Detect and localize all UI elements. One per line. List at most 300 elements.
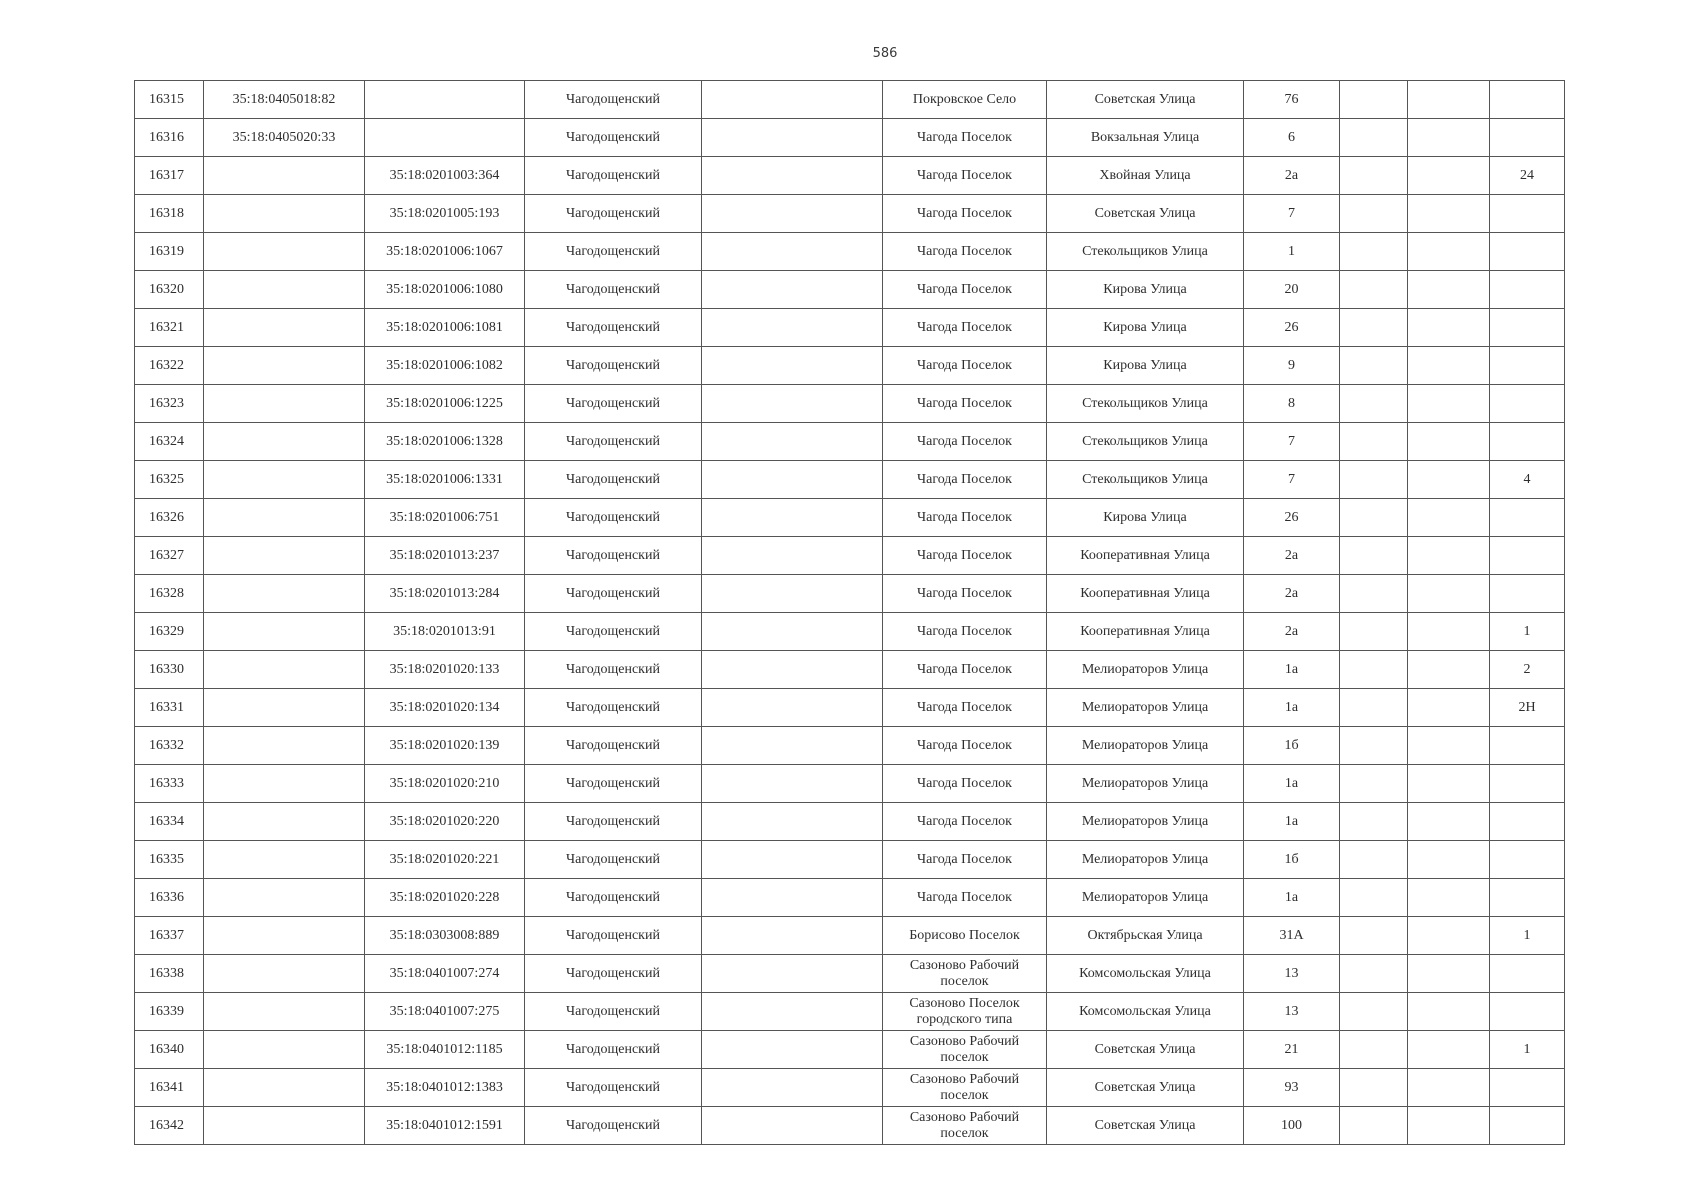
- page-number: 586: [872, 46, 898, 61]
- registry-body: [135, 81, 1565, 1145]
- cell-building-cadastral: 35:18:0201006:1331: [365, 461, 525, 499]
- cell-street: Октябрьская Улица: [1047, 917, 1244, 955]
- cell-apartment: 2Н: [1490, 689, 1565, 727]
- cell-street: Хвойная Улица: [1047, 157, 1244, 195]
- cell-municipality: [702, 385, 883, 423]
- cell-record-number: 16317: [135, 157, 204, 195]
- cell-cadastral-number: [204, 613, 365, 651]
- cell-house-number: 7: [1244, 195, 1340, 233]
- cell-structure: [1408, 461, 1490, 499]
- cell-structure: [1408, 993, 1490, 1031]
- table-row: [135, 537, 1565, 575]
- cell-settlement: Чагода Поселок: [883, 309, 1047, 347]
- cell-structure: [1408, 803, 1490, 841]
- cell-structure: [1408, 499, 1490, 537]
- cell-street: Мелиораторов Улица: [1047, 727, 1244, 765]
- cell-cadastral-number: [204, 461, 365, 499]
- cell-apartment: [1490, 499, 1565, 537]
- cell-district: Чагодощенский: [525, 955, 702, 993]
- cell-settlement: Чагода Поселок: [883, 575, 1047, 613]
- cell-district: Чагодощенский: [525, 461, 702, 499]
- cell-structure: [1408, 385, 1490, 423]
- cell-structure: [1408, 575, 1490, 613]
- cell-house-number: 21: [1244, 1031, 1340, 1069]
- cell-structure: [1408, 309, 1490, 347]
- cell-house-number: 2а: [1244, 613, 1340, 651]
- table-row: [135, 271, 1565, 309]
- cell-municipality: [702, 879, 883, 917]
- cell-street: Кооперативная Улица: [1047, 613, 1244, 651]
- cell-street: Кирова Улица: [1047, 347, 1244, 385]
- cell-cadastral-number: [204, 575, 365, 613]
- cell-building-cadastral: 35:18:0201005:193: [365, 195, 525, 233]
- table-row: [135, 81, 1565, 119]
- cell-municipality: [702, 955, 883, 993]
- cell-apartment: 2: [1490, 651, 1565, 689]
- cell-building-cadastral: 35:18:0201006:1328: [365, 423, 525, 461]
- cell-district: Чагодощенский: [525, 613, 702, 651]
- cell-building-cadastral: 35:18:0401012:1383: [365, 1069, 525, 1107]
- cell-building: [1340, 613, 1408, 651]
- cell-district: Чагодощенский: [525, 917, 702, 955]
- cell-record-number: 16319: [135, 233, 204, 271]
- cell-district: Чагодощенский: [525, 499, 702, 537]
- cell-building: [1340, 575, 1408, 613]
- cell-structure: [1408, 955, 1490, 993]
- cell-settlement: Чагода Поселок: [883, 803, 1047, 841]
- cell-district: Чагодощенский: [525, 81, 702, 119]
- cell-settlement: Чагода Поселок: [883, 841, 1047, 879]
- cell-house-number: 2а: [1244, 537, 1340, 575]
- cell-cadastral-number: [204, 309, 365, 347]
- table-row: [135, 993, 1565, 1031]
- cell-building: [1340, 271, 1408, 309]
- cell-building: [1340, 233, 1408, 271]
- table-row: [135, 309, 1565, 347]
- cell-record-number: 16329: [135, 613, 204, 651]
- cell-record-number: 16338: [135, 955, 204, 993]
- cell-settlement: Сазоново Рабочий поселок: [883, 955, 1047, 993]
- cell-district: Чагодощенский: [525, 803, 702, 841]
- cell-district: Чагодощенский: [525, 689, 702, 727]
- cell-building: [1340, 993, 1408, 1031]
- cell-structure: [1408, 195, 1490, 233]
- cell-structure: [1408, 119, 1490, 157]
- cell-building: [1340, 385, 1408, 423]
- table-row: [135, 879, 1565, 917]
- cell-street: Кооперативная Улица: [1047, 537, 1244, 575]
- table-row: [135, 195, 1565, 233]
- cell-cadastral-number: [204, 879, 365, 917]
- cell-settlement: Чагода Поселок: [883, 765, 1047, 803]
- cell-cadastral-number: [204, 271, 365, 309]
- cell-apartment: 1: [1490, 613, 1565, 651]
- cell-building: [1340, 195, 1408, 233]
- cell-building: [1340, 461, 1408, 499]
- cell-settlement: Чагода Поселок: [883, 195, 1047, 233]
- cell-district: Чагодощенский: [525, 651, 702, 689]
- cell-street: Мелиораторов Улица: [1047, 803, 1244, 841]
- cell-settlement: Чагода Поселок: [883, 157, 1047, 195]
- cell-building: [1340, 765, 1408, 803]
- cell-municipality: [702, 917, 883, 955]
- cell-house-number: 100: [1244, 1107, 1340, 1145]
- cell-district: Чагодощенский: [525, 537, 702, 575]
- cell-apartment: [1490, 233, 1565, 271]
- cell-apartment: [1490, 575, 1565, 613]
- cell-district: Чагодощенский: [525, 385, 702, 423]
- cell-apartment: [1490, 955, 1565, 993]
- cell-settlement: Чагода Поселок: [883, 233, 1047, 271]
- cell-apartment: [1490, 841, 1565, 879]
- cell-cadastral-number: [204, 1069, 365, 1107]
- table-row: [135, 765, 1565, 803]
- cell-apartment: [1490, 1069, 1565, 1107]
- cell-settlement: Чагода Поселок: [883, 651, 1047, 689]
- cell-apartment: [1490, 309, 1565, 347]
- cell-structure: [1408, 157, 1490, 195]
- cell-record-number: 16333: [135, 765, 204, 803]
- cell-settlement: Чагода Поселок: [883, 499, 1047, 537]
- cell-apartment: [1490, 385, 1565, 423]
- table-row: [135, 1069, 1565, 1107]
- cell-district: Чагодощенский: [525, 879, 702, 917]
- cell-municipality: [702, 993, 883, 1031]
- cell-street: Кооперативная Улица: [1047, 575, 1244, 613]
- cell-house-number: 1а: [1244, 765, 1340, 803]
- cell-building-cadastral: 35:18:0401007:275: [365, 993, 525, 1031]
- cell-house-number: 1а: [1244, 879, 1340, 917]
- cell-cadastral-number: [204, 423, 365, 461]
- cell-house-number: 1: [1244, 233, 1340, 271]
- cell-settlement: Чагода Поселок: [883, 727, 1047, 765]
- cell-settlement: Чагода Поселок: [883, 385, 1047, 423]
- cell-street: Мелиораторов Улица: [1047, 765, 1244, 803]
- cell-building-cadastral: 35:18:0201020:228: [365, 879, 525, 917]
- cell-municipality: [702, 803, 883, 841]
- cell-settlement: Чагода Поселок: [883, 423, 1047, 461]
- cell-street: Вокзальная Улица: [1047, 119, 1244, 157]
- table-row: [135, 157, 1565, 195]
- cell-structure: [1408, 347, 1490, 385]
- cell-building: [1340, 803, 1408, 841]
- cell-apartment: [1490, 803, 1565, 841]
- cell-record-number: 16339: [135, 993, 204, 1031]
- cell-apartment: 24: [1490, 157, 1565, 195]
- cell-house-number: 2а: [1244, 575, 1340, 613]
- cell-street: Кирова Улица: [1047, 309, 1244, 347]
- cell-structure: [1408, 879, 1490, 917]
- cell-district: Чагодощенский: [525, 575, 702, 613]
- cell-settlement: Чагода Поселок: [883, 119, 1047, 157]
- cell-settlement: Чагода Поселок: [883, 347, 1047, 385]
- cell-record-number: 16320: [135, 271, 204, 309]
- cell-building-cadastral: 35:18:0201006:751: [365, 499, 525, 537]
- cell-municipality: [702, 119, 883, 157]
- cell-house-number: 26: [1244, 309, 1340, 347]
- cell-building-cadastral: 35:18:0201020:220: [365, 803, 525, 841]
- cell-record-number: 16337: [135, 917, 204, 955]
- cell-building: [1340, 423, 1408, 461]
- cell-record-number: 16340: [135, 1031, 204, 1069]
- cell-house-number: 1а: [1244, 689, 1340, 727]
- table-row: [135, 385, 1565, 423]
- table-row: [135, 803, 1565, 841]
- cell-street: Советская Улица: [1047, 1107, 1244, 1145]
- cell-structure: [1408, 81, 1490, 119]
- cell-building-cadastral: 35:18:0201006:1067: [365, 233, 525, 271]
- cell-municipality: [702, 841, 883, 879]
- table-row: [135, 423, 1565, 461]
- cell-municipality: [702, 1069, 883, 1107]
- cell-building-cadastral: 35:18:0201006:1080: [365, 271, 525, 309]
- cell-record-number: 16332: [135, 727, 204, 765]
- cell-street: Советская Улица: [1047, 81, 1244, 119]
- cell-building-cadastral: 35:18:0201006:1225: [365, 385, 525, 423]
- cell-record-number: 16336: [135, 879, 204, 917]
- cell-building: [1340, 537, 1408, 575]
- cell-municipality: [702, 309, 883, 347]
- cell-street: Мелиораторов Улица: [1047, 841, 1244, 879]
- cell-district: Чагодощенский: [525, 347, 702, 385]
- cell-building: [1340, 955, 1408, 993]
- cell-municipality: [702, 157, 883, 195]
- cell-municipality: [702, 651, 883, 689]
- cell-district: Чагодощенский: [525, 1069, 702, 1107]
- table-row: [135, 347, 1565, 385]
- cell-building-cadastral: 35:18:0201013:237: [365, 537, 525, 575]
- cell-cadastral-number: [204, 765, 365, 803]
- cell-house-number: 13: [1244, 993, 1340, 1031]
- cell-record-number: 16318: [135, 195, 204, 233]
- cell-cadastral-number: [204, 385, 365, 423]
- table-row: [135, 1107, 1565, 1145]
- cell-apartment: [1490, 993, 1565, 1031]
- cell-settlement: Чагода Поселок: [883, 537, 1047, 575]
- cell-building: [1340, 119, 1408, 157]
- cell-house-number: 7: [1244, 461, 1340, 499]
- cell-municipality: [702, 271, 883, 309]
- cell-record-number: 16331: [135, 689, 204, 727]
- cell-district: Чагодощенский: [525, 765, 702, 803]
- cell-cadastral-number: [204, 955, 365, 993]
- cell-house-number: 6: [1244, 119, 1340, 157]
- cell-cadastral-number: [204, 1031, 365, 1069]
- cell-building-cadastral: 35:18:0201013:91: [365, 613, 525, 651]
- cell-record-number: 16315: [135, 81, 204, 119]
- cell-structure: [1408, 651, 1490, 689]
- cell-street: Стекольщиков Улица: [1047, 233, 1244, 271]
- cell-building: [1340, 1107, 1408, 1145]
- cell-record-number: 16335: [135, 841, 204, 879]
- cell-street: Советская Улица: [1047, 1069, 1244, 1107]
- table-row: [135, 917, 1565, 955]
- cell-building-cadastral: 35:18:0401012:1591: [365, 1107, 525, 1145]
- cell-structure: [1408, 271, 1490, 309]
- table-row: [135, 841, 1565, 879]
- cell-building-cadastral: 35:18:0201006:1082: [365, 347, 525, 385]
- cell-building-cadastral: [365, 81, 525, 119]
- cell-settlement: Чагода Поселок: [883, 879, 1047, 917]
- cell-municipality: [702, 1107, 883, 1145]
- table-row: [135, 689, 1565, 727]
- cell-municipality: [702, 765, 883, 803]
- cell-street: Мелиораторов Улица: [1047, 651, 1244, 689]
- cell-record-number: 16325: [135, 461, 204, 499]
- cell-district: Чагодощенский: [525, 727, 702, 765]
- cell-record-number: 16321: [135, 309, 204, 347]
- cell-structure: [1408, 1031, 1490, 1069]
- cell-structure: [1408, 727, 1490, 765]
- cell-apartment: [1490, 195, 1565, 233]
- cell-apartment: 1: [1490, 917, 1565, 955]
- cell-building: [1340, 347, 1408, 385]
- cell-house-number: 1б: [1244, 727, 1340, 765]
- cell-building-cadastral: 35:18:0303008:889: [365, 917, 525, 955]
- cell-cadastral-number: [204, 1107, 365, 1145]
- cell-district: Чагодощенский: [525, 993, 702, 1031]
- cell-building-cadastral: 35:18:0201020:210: [365, 765, 525, 803]
- cell-street: Комсомольская Улица: [1047, 955, 1244, 993]
- cell-district: Чагодощенский: [525, 195, 702, 233]
- cell-municipality: [702, 575, 883, 613]
- cell-house-number: 20: [1244, 271, 1340, 309]
- cell-cadastral-number: [204, 157, 365, 195]
- cell-building: [1340, 81, 1408, 119]
- cell-municipality: [702, 195, 883, 233]
- cell-record-number: 16341: [135, 1069, 204, 1107]
- cell-apartment: [1490, 423, 1565, 461]
- table-row: [135, 1031, 1565, 1069]
- cell-cadastral-number: 35:18:0405018:82: [204, 81, 365, 119]
- cell-house-number: 8: [1244, 385, 1340, 423]
- cell-apartment: [1490, 765, 1565, 803]
- cell-apartment: [1490, 727, 1565, 765]
- cell-settlement: Сазоново Рабочий поселок: [883, 1069, 1047, 1107]
- cell-district: Чагодощенский: [525, 233, 702, 271]
- cell-district: Чагодощенский: [525, 157, 702, 195]
- cell-district: Чагодощенский: [525, 1031, 702, 1069]
- cell-municipality: [702, 461, 883, 499]
- cell-municipality: [702, 233, 883, 271]
- cell-building-cadastral: 35:18:0201013:284: [365, 575, 525, 613]
- cell-building: [1340, 879, 1408, 917]
- cell-settlement: Покровское Село: [883, 81, 1047, 119]
- cell-cadastral-number: [204, 499, 365, 537]
- cell-cadastral-number: [204, 993, 365, 1031]
- cell-street: Мелиораторов Улица: [1047, 879, 1244, 917]
- cell-structure: [1408, 765, 1490, 803]
- cell-street: Стекольщиков Улица: [1047, 385, 1244, 423]
- cell-settlement: Сазоново Рабочий поселок: [883, 1031, 1047, 1069]
- cell-house-number: 9: [1244, 347, 1340, 385]
- cell-municipality: [702, 689, 883, 727]
- cell-cadastral-number: [204, 195, 365, 233]
- cell-house-number: 93: [1244, 1069, 1340, 1107]
- cell-building: [1340, 499, 1408, 537]
- cell-apartment: 4: [1490, 461, 1565, 499]
- cell-building: [1340, 689, 1408, 727]
- cell-structure: [1408, 537, 1490, 575]
- cell-structure: [1408, 689, 1490, 727]
- table-row: [135, 575, 1565, 613]
- table-row: [135, 233, 1565, 271]
- cell-settlement: Сазоново Рабочий поселок: [883, 1107, 1047, 1145]
- cell-structure: [1408, 1069, 1490, 1107]
- cell-cadastral-number: [204, 727, 365, 765]
- cell-district: Чагодощенский: [525, 309, 702, 347]
- cell-district: Чагодощенский: [525, 119, 702, 157]
- cell-street: Советская Улица: [1047, 195, 1244, 233]
- cell-building: [1340, 1069, 1408, 1107]
- cell-municipality: [702, 1031, 883, 1069]
- cell-settlement: Чагода Поселок: [883, 689, 1047, 727]
- cell-cadastral-number: 35:18:0405020:33: [204, 119, 365, 157]
- cell-apartment: [1490, 81, 1565, 119]
- cell-building-cadastral: 35:18:0201020:139: [365, 727, 525, 765]
- cell-street: Комсомольская Улица: [1047, 993, 1244, 1031]
- cell-street: Стекольщиков Улица: [1047, 461, 1244, 499]
- cell-record-number: 16326: [135, 499, 204, 537]
- cell-house-number: 1б: [1244, 841, 1340, 879]
- cell-record-number: 16324: [135, 423, 204, 461]
- cell-district: Чагодощенский: [525, 271, 702, 309]
- cell-building-cadastral: 35:18:0201020:221: [365, 841, 525, 879]
- cell-apartment: [1490, 1107, 1565, 1145]
- cell-record-number: 16322: [135, 347, 204, 385]
- cell-house-number: 7: [1244, 423, 1340, 461]
- cell-apartment: [1490, 879, 1565, 917]
- cell-house-number: 2а: [1244, 157, 1340, 195]
- cell-house-number: 1а: [1244, 803, 1340, 841]
- cell-building: [1340, 157, 1408, 195]
- table-row: [135, 955, 1565, 993]
- cell-structure: [1408, 1107, 1490, 1145]
- cell-municipality: [702, 499, 883, 537]
- cell-district: Чагодощенский: [525, 423, 702, 461]
- cell-municipality: [702, 537, 883, 575]
- cell-street: Мелиораторов Улица: [1047, 689, 1244, 727]
- cell-municipality: [702, 727, 883, 765]
- registry-table: [134, 80, 1565, 1145]
- cell-cadastral-number: [204, 689, 365, 727]
- cell-street: Кирова Улица: [1047, 271, 1244, 309]
- cell-settlement: Борисово Поселок: [883, 917, 1047, 955]
- cell-building-cadastral: 35:18:0401012:1185: [365, 1031, 525, 1069]
- cell-settlement: Сазоново Поселок городского типа: [883, 993, 1047, 1031]
- table-row: [135, 613, 1565, 651]
- cell-building-cadastral: 35:18:0401007:274: [365, 955, 525, 993]
- cell-district: Чагодощенский: [525, 1107, 702, 1145]
- cell-cadastral-number: [204, 651, 365, 689]
- cell-house-number: 76: [1244, 81, 1340, 119]
- cell-apartment: [1490, 537, 1565, 575]
- cell-street: Стекольщиков Улица: [1047, 423, 1244, 461]
- cell-street: Кирова Улица: [1047, 499, 1244, 537]
- cell-settlement: Чагода Поселок: [883, 461, 1047, 499]
- cell-apartment: 1: [1490, 1031, 1565, 1069]
- cell-municipality: [702, 81, 883, 119]
- cell-cadastral-number: [204, 347, 365, 385]
- cell-cadastral-number: [204, 917, 365, 955]
- cell-structure: [1408, 423, 1490, 461]
- cell-building: [1340, 727, 1408, 765]
- cell-record-number: 16328: [135, 575, 204, 613]
- cell-municipality: [702, 347, 883, 385]
- cell-structure: [1408, 613, 1490, 651]
- cell-house-number: 31А: [1244, 917, 1340, 955]
- cell-structure: [1408, 917, 1490, 955]
